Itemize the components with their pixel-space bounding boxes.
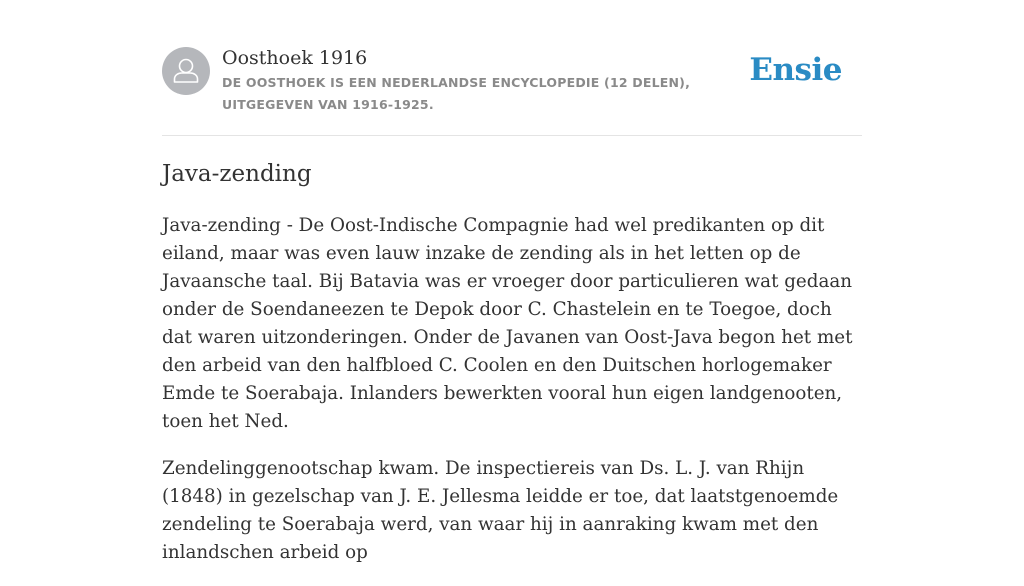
source-title[interactable]: Oosthoek 1916 bbox=[222, 47, 368, 69]
brand-logo[interactable]: Ensie bbox=[749, 52, 842, 88]
user-icon bbox=[162, 47, 210, 95]
header-divider bbox=[162, 135, 862, 136]
entry-paragraph: Zendelinggenootschap kwam. De inspectiereis van Ds. L. J. van Rhijn (1848) in gezelschap van J. E. Jellesma leidde er toe, dat laatstgenoemde zendeling te Soerabaja werd, van waar hij in aanraking kwam met den inlandschen arbeid op bbox=[162, 458, 839, 563]
entry-paragraph: Java-zending - De Oost-Indische Compagnie had wel predikanten op dit eiland, maar was even lauw inzake de zending als in het letten op de Javaansche taal. Bij Batavia was er vroeger door particulieren wat gedaan onder de Soendaneezen te Depok door C. Chastelein en te Toegoe, doch dat waren uitzonderingen. Onder de Javanen van Oost-Java begon het met den arbeid van den halfbloed C. Coolen en den Duitschen horlogemaker Emde te Soerabaja. Inlanders bewerkten vooral hun eigen landgenooten, toen het Ned. bbox=[162, 215, 853, 432]
source-header bbox=[162, 46, 862, 116]
entry-title: Java-zending bbox=[162, 161, 312, 187]
entry-body bbox=[162, 212, 862, 586]
source-description: DE OOSTHOEK IS EEN NEDERLANDSE ENCYCLOPEDIE (12 DELEN), UITGEGEVEN VAN 1916-1925. bbox=[222, 75, 691, 112]
source-avatar[interactable] bbox=[162, 47, 210, 95]
